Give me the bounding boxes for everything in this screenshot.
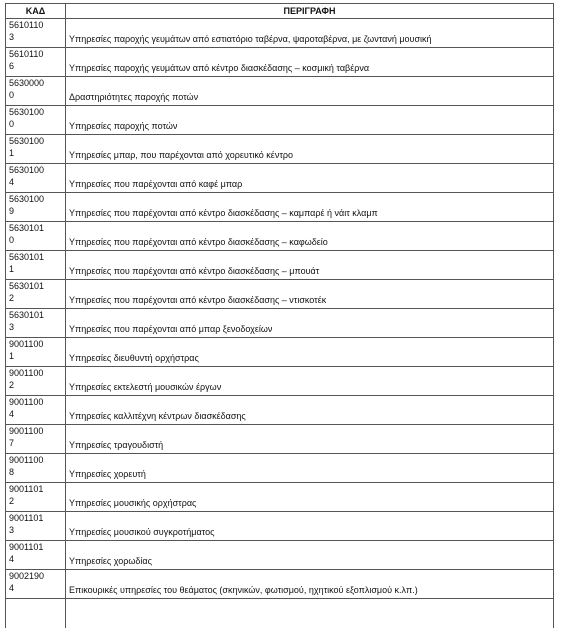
description-cell: Υπηρεσίες χορωδίας xyxy=(66,541,554,570)
kad-code-cell: 9002190 4 xyxy=(6,570,66,599)
table-row xyxy=(6,512,554,541)
kad-code-cell: 9001101 4 xyxy=(6,541,66,570)
table-row xyxy=(6,164,554,193)
kad-code-cell: 9001100 7 xyxy=(6,425,66,454)
description-cell: Επικουρικές υπηρεσίες του θεάματος (σκηνικών, φωτισμού, ηχητικού εξοπλισμού κ.λπ.) xyxy=(66,570,554,599)
description-cell: Υπηρεσίες διευθυντή ορχήστρας xyxy=(66,338,554,367)
kad-code-cell: 5630101 3 xyxy=(6,309,66,338)
table-row xyxy=(6,396,554,425)
description-cell: Υπηρεσίες που παρέχονται από κέντρο διασκέδασης – ντισκοτέκ xyxy=(66,280,554,309)
kad-code-cell: 5630100 1 xyxy=(6,135,66,164)
description-cell: Υπηρεσίες τραγουδιστή xyxy=(66,425,554,454)
table-row xyxy=(6,309,554,338)
kad-code-cell: 5630101 0 xyxy=(6,222,66,251)
description-cell: Υπηρεσίες που παρέχονται από κέντρο διασκέδασης – καφωδείο xyxy=(66,222,554,251)
kad-code-cell: 5630101 2 xyxy=(6,280,66,309)
table-row xyxy=(6,367,554,396)
description-cell: Υπηρεσίες μουσικού συγκροτήματος xyxy=(66,512,554,541)
table-row xyxy=(6,48,554,77)
description-cell: Υπηρεσίες καλλιτέχνη κέντρων διασκέδασης xyxy=(66,396,554,425)
table-row xyxy=(6,541,554,570)
kad-code-cell xyxy=(6,599,66,628)
header-row xyxy=(6,4,554,19)
table-row xyxy=(6,19,554,48)
header-code: ΚΑΔ xyxy=(6,4,66,19)
table-row xyxy=(6,222,554,251)
description-cell: Υπηρεσίες που παρέχονται από κέντρο διασκέδασης – μπουάτ xyxy=(66,251,554,280)
kad-code-cell: 5610110 6 xyxy=(6,48,66,77)
table-row xyxy=(6,338,554,367)
kad-code-cell: 9001100 2 xyxy=(6,367,66,396)
table-row-cutoff xyxy=(6,599,554,628)
description-cell: Υπηρεσίες που παρέχονται από καφέ μπαρ xyxy=(66,164,554,193)
table-row xyxy=(6,193,554,222)
description-cell: Υπηρεσίες μουσικής ορχήστρας xyxy=(66,483,554,512)
table-row xyxy=(6,135,554,164)
description-cell: Υπηρεσίες παροχής γευμάτων από εστιατόριο ταβέρνα, ψαροταβέρνα, με ζωντανή μουσική xyxy=(66,19,554,48)
description-cell: Υπηρεσίες εκτελεστή μουσικών έργων xyxy=(66,367,554,396)
kad-table xyxy=(5,3,554,628)
description-cell xyxy=(66,599,554,628)
kad-code-cell: 9001101 3 xyxy=(6,512,66,541)
description-cell: Υπηρεσίες μπαρ, που παρέχονται από χορευτικό κέντρο xyxy=(66,135,554,164)
kad-code-cell: 9001100 8 xyxy=(6,454,66,483)
table-row xyxy=(6,454,554,483)
kad-code-cell: 5610110 3 xyxy=(6,19,66,48)
kad-code-cell: 9001100 4 xyxy=(6,396,66,425)
description-cell: Υπηρεσίες παροχής ποτών xyxy=(66,106,554,135)
table-row xyxy=(6,77,554,106)
kad-code-cell: 5630101 1 xyxy=(6,251,66,280)
kad-code-cell: 9001100 1 xyxy=(6,338,66,367)
table-row xyxy=(6,483,554,512)
kad-code-cell: 5630100 0 xyxy=(6,106,66,135)
kad-code-cell: 5630100 9 xyxy=(6,193,66,222)
description-cell: Υπηρεσίες παροχής γευμάτων από κέντρο διασκέδασης – κοσμική ταβέρνα xyxy=(66,48,554,77)
table-row xyxy=(6,106,554,135)
kad-code-cell: 5630000 0 xyxy=(6,77,66,106)
kad-code-cell: 5630100 4 xyxy=(6,164,66,193)
description-cell: Υπηρεσίες που παρέχονται από μπαρ ξενοδοχείων xyxy=(66,309,554,338)
kad-code-cell: 9001101 2 xyxy=(6,483,66,512)
table-row xyxy=(6,425,554,454)
description-cell: Υπηρεσίες που παρέχονται από κέντρο διασκέδασης – καμπαρέ ή νάιτ κλαμπ xyxy=(66,193,554,222)
table-row xyxy=(6,251,554,280)
description-cell: Δραστηριότητες παροχής ποτών xyxy=(66,77,554,106)
table-row xyxy=(6,280,554,309)
table-row xyxy=(6,570,554,599)
header-description: ΠΕΡΙΓΡΑΦΗ xyxy=(66,4,554,19)
description-cell: Υπηρεσίες χορευτή xyxy=(66,454,554,483)
